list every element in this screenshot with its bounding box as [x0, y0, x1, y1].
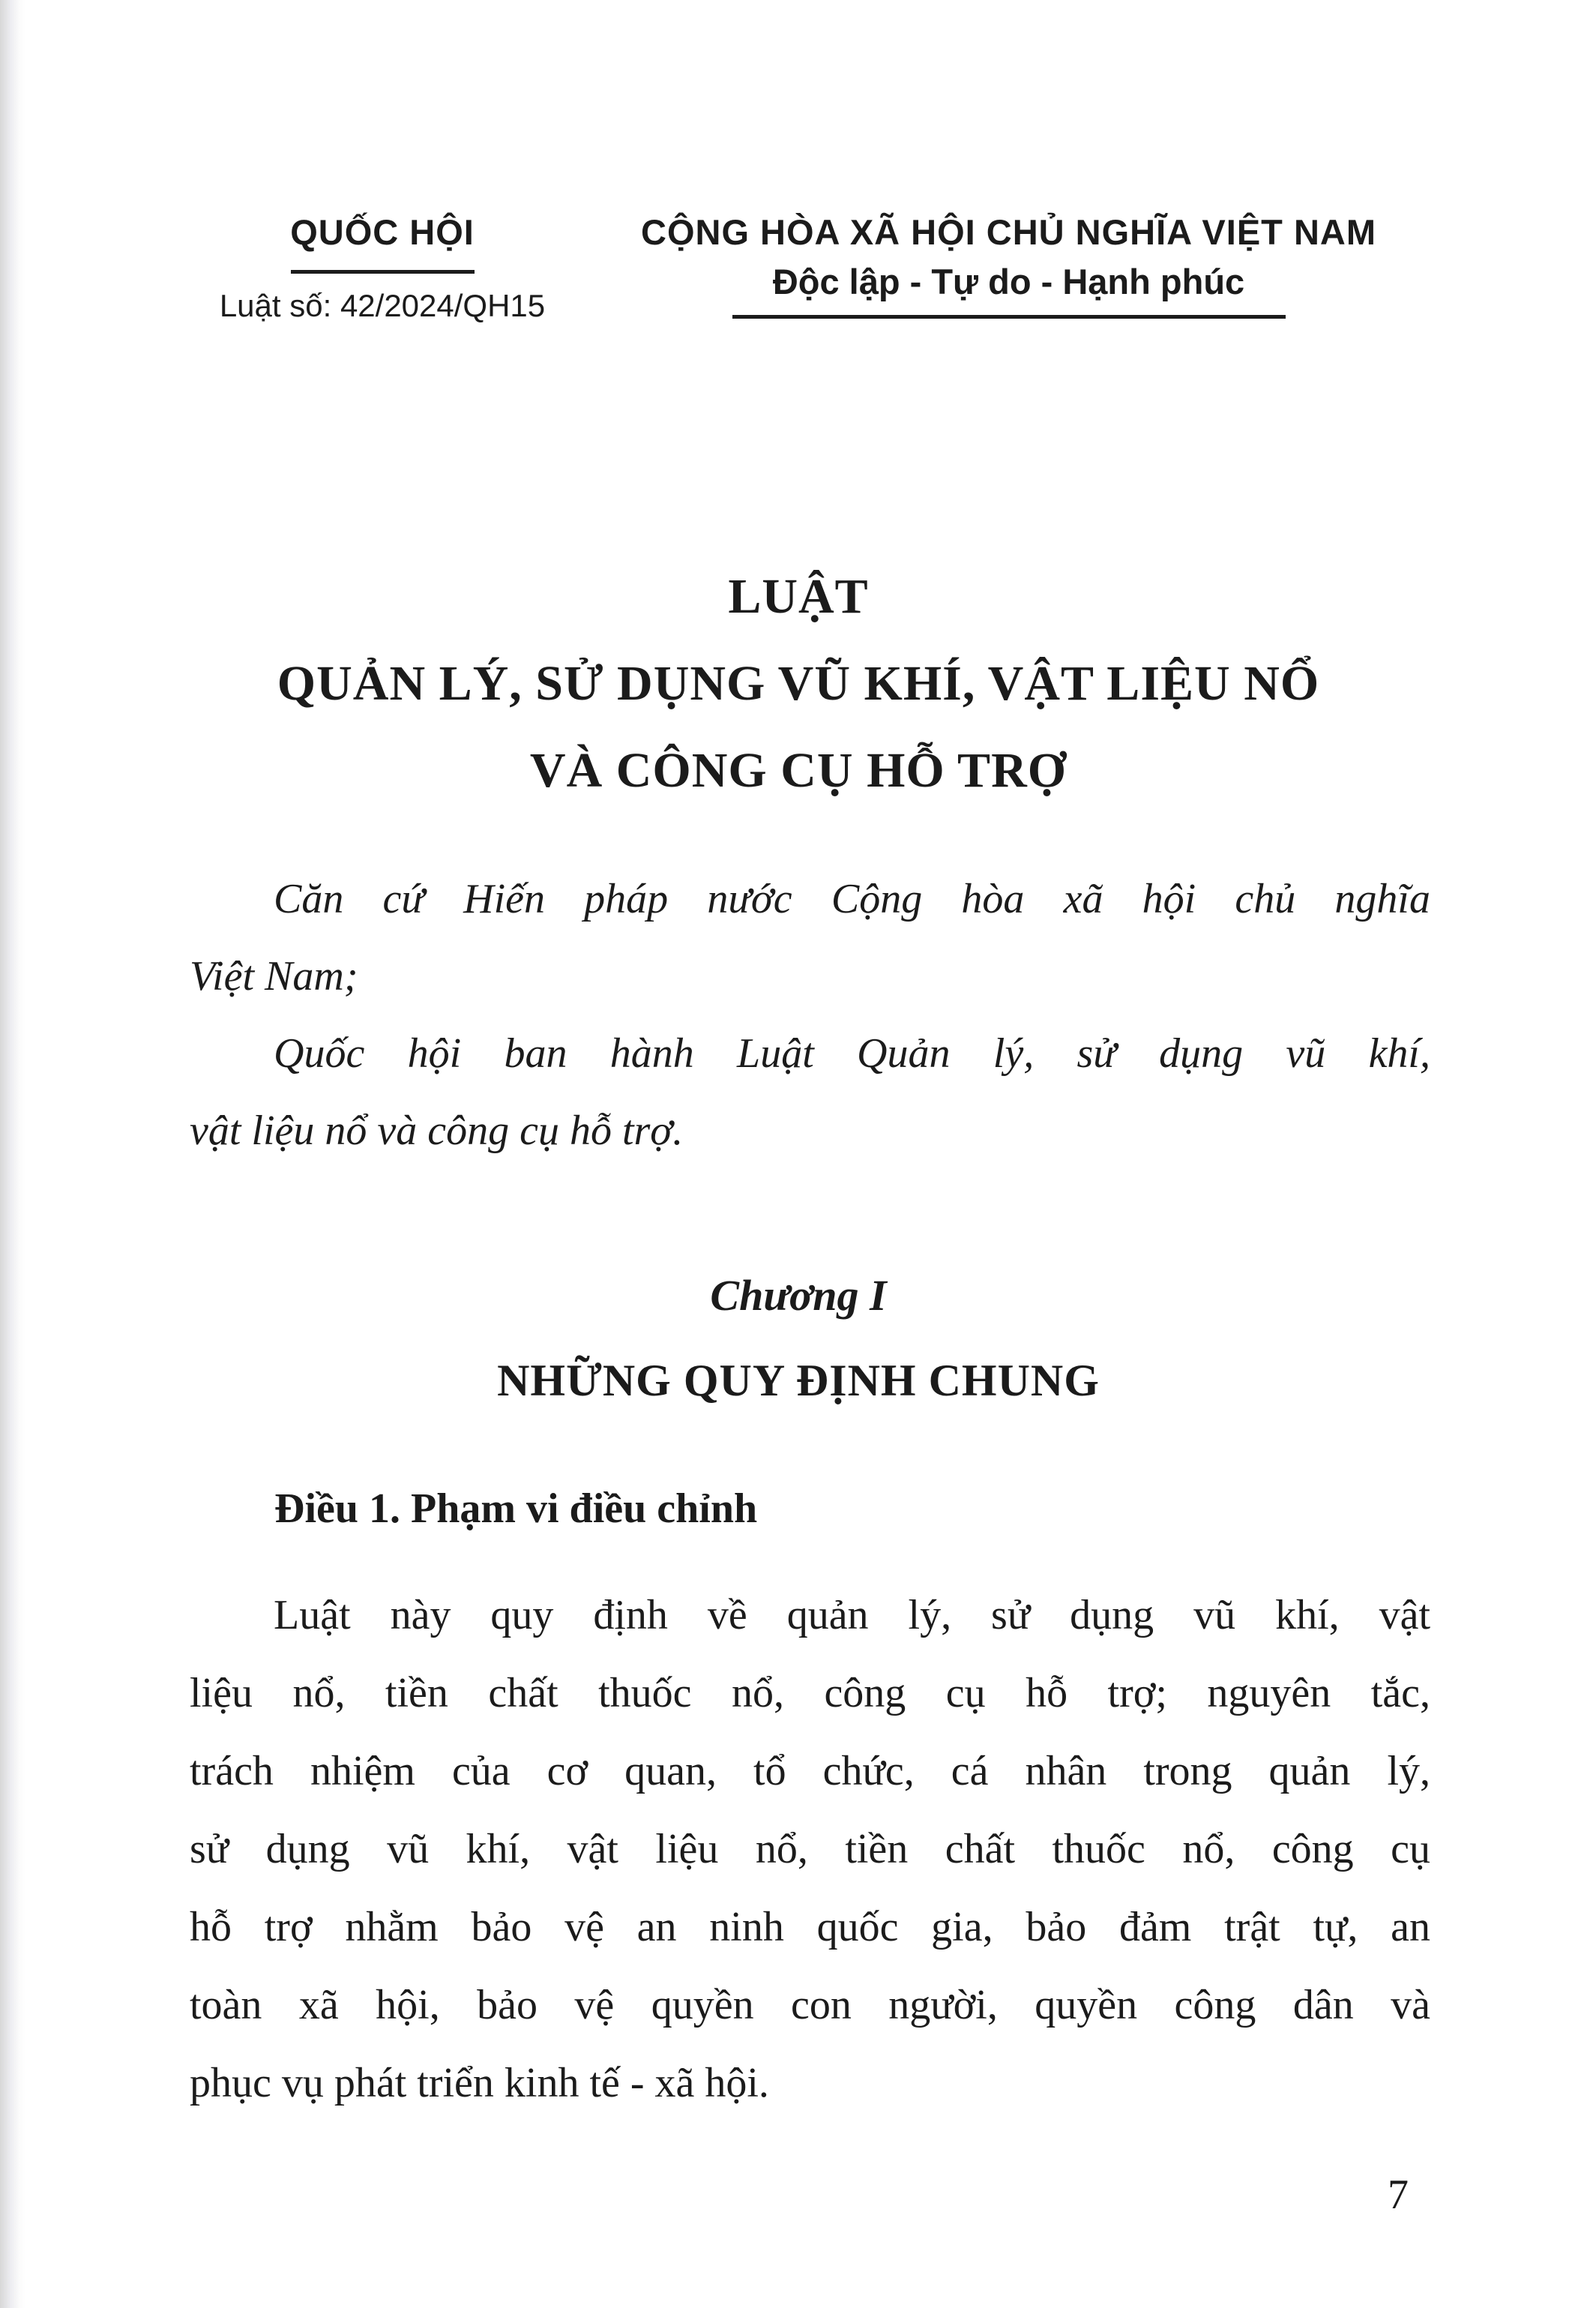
article-body — [190, 1576, 1430, 2122]
law-title-line-2: QUẢN LÝ, SỬ DỤNG VŨ KHÍ, VẬT LIỆU NỔ — [277, 656, 1320, 711]
body-line: hỗ trợ nhằm bảo vệ an ninh quốc gia, bảo đảm trật tự, an — [190, 1904, 1430, 1950]
preamble-line: Căn cứ Hiến pháp nước Cộng hòa xã hội chủ nghĩa — [274, 876, 1430, 922]
law-title-line-1: LUẬT — [728, 569, 869, 624]
page-number: 7 — [1388, 2172, 1409, 2218]
body-line: trách nhiệm của cơ quan, tổ chức, cá nhân trong quản lý, — [190, 1748, 1430, 1794]
preamble — [190, 861, 1430, 1170]
header-right-block — [591, 211, 1427, 319]
preamble-line: Việt Nam; — [190, 953, 358, 1000]
national-motto-line1: CỘNG HÒA XÃ HỘI CHỦ NGHĨA VIỆT NAM — [641, 212, 1376, 252]
body-line: liệu nổ, tiền chất thuốc nổ, công cụ hỗ trợ; nguyên tắc, — [190, 1670, 1430, 1716]
national-motto-line2: Độc lập - Tự do - Hạnh phúc — [772, 262, 1245, 301]
law-title-line-3: VÀ CÔNG CỤ HỖ TRỢ — [529, 743, 1067, 798]
body-line: phục vụ phát triển kinh tế - xã hội. — [190, 2060, 769, 2106]
motto-underline — [732, 315, 1286, 319]
chapter-label: Chương I — [710, 1271, 887, 1320]
body-line: Luật này quy định về quản lý, sử dụng vũ khí, vật — [274, 1592, 1430, 1638]
issuer-underline — [291, 270, 475, 274]
body-line: toàn xã hội, bảo vệ quyền con người, quyền công dân và — [190, 1982, 1430, 2028]
law-title — [169, 553, 1428, 814]
law-number: Luật số: 42/2024/QH15 — [219, 288, 546, 323]
header-left-block — [187, 211, 577, 325]
preamble-line: Quốc hội ban hành Luật Quản lý, sử dụng vũ khí, — [274, 1030, 1430, 1077]
chapter-title: NHỮNG QUY ĐỊNH CHUNG — [497, 1356, 1100, 1405]
body-line: sử dụng vũ khí, vật liệu nổ, tiền chất thuốc nổ, công cụ — [190, 1826, 1430, 1872]
issuer-title: QUỐC HỘI — [290, 212, 475, 252]
preamble-line: vật liệu nổ và công cụ hỗ trợ. — [190, 1108, 684, 1154]
page-edge-shadow — [0, 0, 25, 2308]
article-heading: Điều 1. Phạm vi điều chỉnh — [274, 1485, 758, 1532]
